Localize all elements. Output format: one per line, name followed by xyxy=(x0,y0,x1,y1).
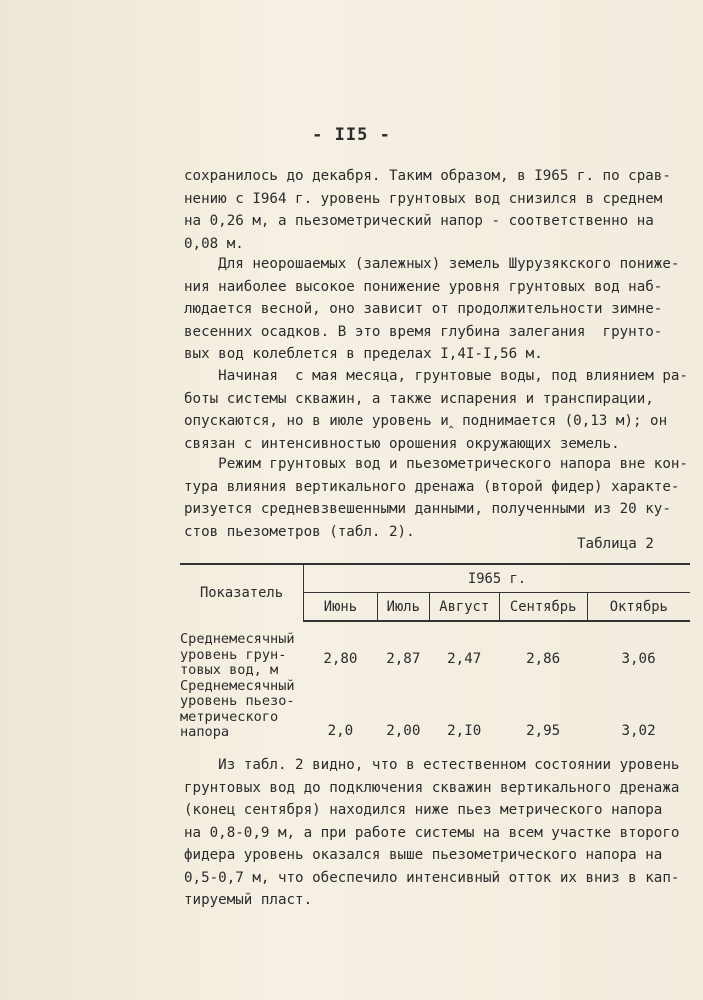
corner-header: Показатель xyxy=(180,564,303,621)
table-cell: 2,86 xyxy=(526,651,561,667)
table-cell: 2,87 xyxy=(386,651,421,667)
page-number: - II5 - xyxy=(312,125,391,145)
table-cell: 3,02 xyxy=(621,722,656,739)
year-header: I965 г. xyxy=(303,564,690,593)
paragraph-1: сохранилось до декабря. Таким образом, в I965 г. по срав- нению с I964 г. уровень грунтовых вод снизился в среднем на 0,26 м, а пьезометрический напор - соответственно на 0,08 м. xyxy=(184,168,671,252)
paragraph-3: Начиная с мая месяца, грунтовые воды, под влиянием ра- боты системы скважин, а также испарения и транспирации, опускаются, но в июле уровень и‸ поднимается (0,13 м); он связан с интенсивностью орошения окружающих земель. xyxy=(184,368,688,452)
table-cell: 3,06 xyxy=(621,651,656,667)
table-cell: 2,00 xyxy=(386,722,421,739)
table-cell: 2,95 xyxy=(526,722,561,739)
month-header: Август xyxy=(429,593,499,622)
row-label: Среднемесячный уровень грун- товых вод, м xyxy=(180,631,295,678)
month-header: Июнь xyxy=(303,593,377,622)
table-row xyxy=(180,679,690,741)
table-row xyxy=(180,621,690,679)
month-header: Сентябрь xyxy=(499,593,587,622)
paragraph-2: Для неорошаемых (залежных) земель Шурузякского пониже- ния наиболее высокое понижение уровня грунтовых вод наб- людается весной, оно зависит от продолжительности зимне- весенних осадков. В это время глубина залегания грунто- вых вод колеблется в пределах I,4I-I,56 м. xyxy=(184,256,680,362)
row-label: Среднемесячный уровень пьезо- метрического напора xyxy=(180,677,295,740)
paragraph-4: Режим грунтовых вод и пьезометрического напора вне кон- тура влияния вертикального дренажа (второй фидер) характе- ризуется средневзвешенными данными, полученными из 20 ку- стов пьезометров (табл. 2). xyxy=(184,456,688,540)
paragraph-5: Из табл. 2 видно, что в естественном состоянии уровень грунтовых вод до подключения скважин вертикального дренажа (конец сентября) находился ниже пьез метрического напора на 0,8-0,9 м, а при работе системы на всем участке второго фидера уровень оказался выше пьезометрического напора на 0,5-0,7 м, что обеспечило интенсивный отток их вниз в кап- тируемый пласт. xyxy=(184,757,680,908)
table-cell: 2,I0 xyxy=(447,722,482,739)
table-cell: 2,47 xyxy=(447,651,482,667)
table-cell: 2,0 xyxy=(327,722,354,739)
month-header: Июль xyxy=(377,593,429,622)
month-header: Октябрь xyxy=(587,593,690,622)
table-caption: Таблица 2 xyxy=(577,536,654,552)
data-table xyxy=(180,563,690,741)
table-header-row xyxy=(180,564,690,593)
table-cell: 2,80 xyxy=(323,651,358,667)
